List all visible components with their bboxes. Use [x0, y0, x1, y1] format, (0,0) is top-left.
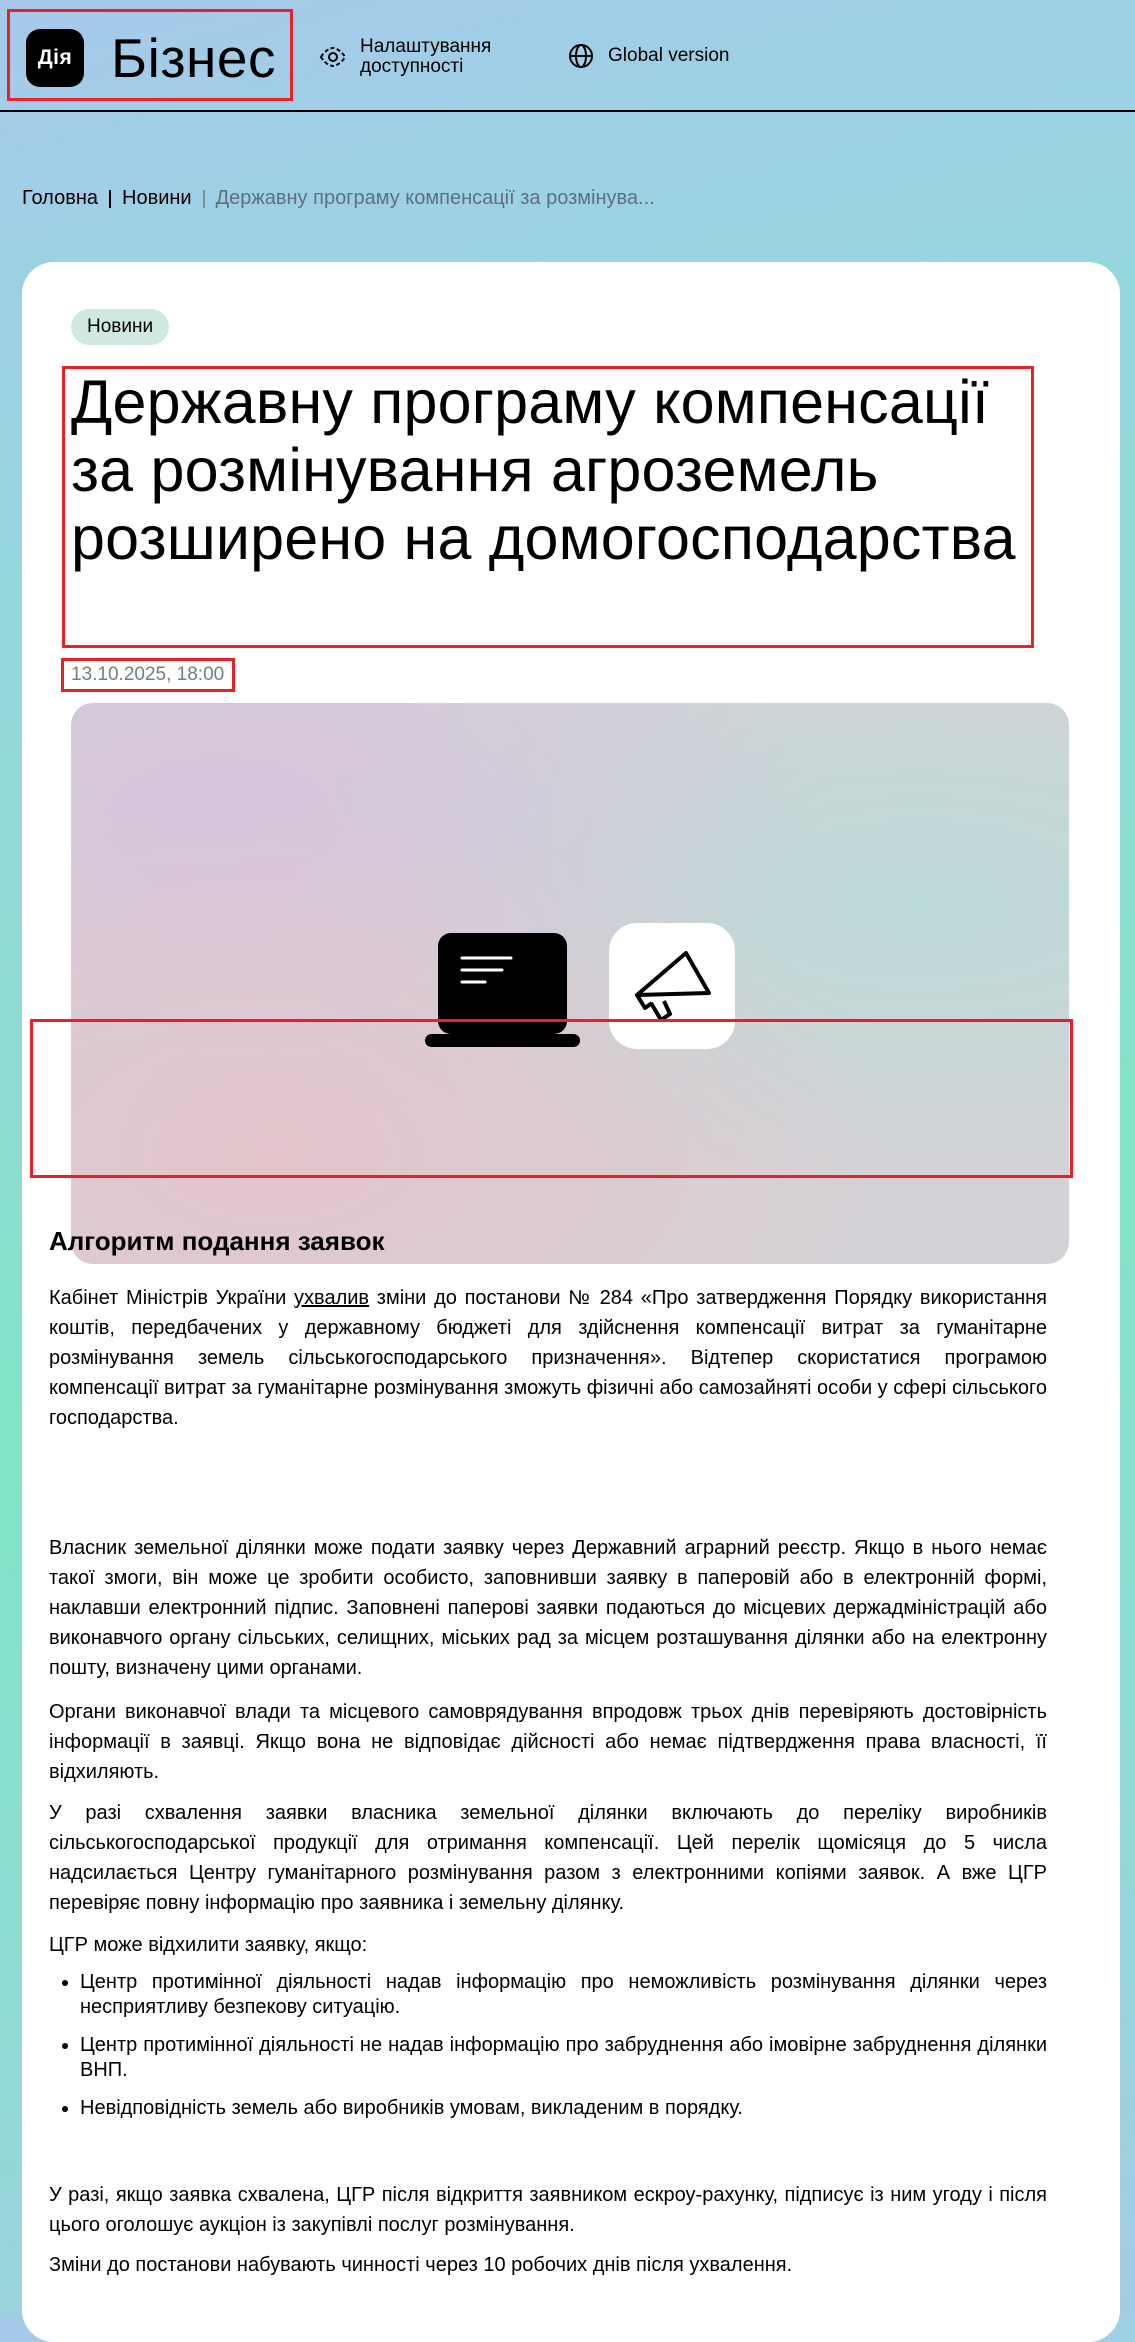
breadcrumb: [22, 187, 655, 210]
intro-highlight-frame: [30, 1019, 1073, 1178]
intro-text-part2: зміни до постанови № 284 «Про затвердження Порядку використання коштів, передбачених у державному бюджеті для здійснення компенсації витрат за гуманітарне розмінування земель сільськогосподарського призначення». Відтепер скористатися програмою компенсації витрат за гуманітарне розмінування зможуть фізичні або самозайняті особи у сфері сільського господарства.: [49, 1287, 1048, 1429]
article-intro: [49, 1283, 1047, 1433]
paragraph-6: Зміни до постанови набувають чинності через 10 робочих днів після ухвалення.: [49, 2254, 793, 2276]
list-item: • Центр протимінної діяльності не надав інформацію про забруднення або імовірне забруднення ділянки ВНП.: [80, 2033, 1047, 2083]
paragraph-3: У разі схвалення заявки власника земельної ділянки включають до переліку виробників сільськогосподарської продукції для отримання компенсації. Цей перелік щомісяця до 5 числа надсилається Центру гуманітарного розмінування разом з електронними копіями заявок. А вже ЦГР перевіряє повну інформацію про заявника і земельну ділянку.: [49, 1802, 1047, 1914]
accessibility-label-line1: Налаштування: [360, 36, 492, 57]
breadcrumb-current: Державну програму компенсації за розмінува...: [215, 187, 655, 209]
paragraph-1: Власник земельної ділянки може подати заявку через Державний аграрний реєстр. Якщо в нього немає такої змоги, він може це зробити особисто, заповнивши заявку в паперовій або в електронній формі, наклавши електронний підпис. Заповнені паперові заявки подаються до місцевих держадміністрацій або виконавчого органу сільських, селищних, міських рад за місцем розташування ділянки або на електронну пошту, визначену цими органами.: [49, 1537, 1047, 1679]
paragraph-2: Органи виконавчої влади та місцевого самоврядування впродовж трьох днів перевіряють достовірність інформації в заявці. Якщо вона не відповідає дійсності або немає підтвердження права власності, її відхиляють.: [49, 1701, 1047, 1783]
breadcrumb-separator: [203, 190, 205, 208]
global-version-label: Global version: [608, 45, 730, 66]
hero-image: [71, 703, 1069, 1264]
category-tag[interactable]: Новини: [71, 309, 169, 345]
globe-icon: [566, 41, 596, 71]
approved-link[interactable]: ухвалив: [294, 1287, 370, 1309]
eye-settings-icon: [318, 42, 348, 72]
intro-text-part1: Кабінет Міністрів України: [49, 1287, 295, 1309]
site-header: [0, 0, 1135, 112]
logo-text: Бізнес: [111, 27, 276, 89]
accessibility-label-line2: доступності: [360, 56, 464, 77]
breadcrumb-home[interactable]: Головна: [22, 187, 98, 209]
global-version-link[interactable]: [566, 41, 729, 71]
accessibility-settings-button[interactable]: [318, 37, 491, 77]
rejection-reasons-list: [49, 1970, 1047, 2134]
logo-link[interactable]: [7, 9, 293, 101]
list-item: • Невідповідність земель або виробників умовам, викладеним в порядку.: [80, 2096, 1047, 2121]
diia-logo-badge: Дія: [26, 29, 84, 87]
paragraph-4: ЦГР може відхилити заявку, якщо:: [49, 1934, 368, 1956]
breadcrumb-news[interactable]: Новини: [122, 187, 192, 209]
breadcrumb-separator: [109, 190, 111, 208]
section-heading: Алгоритм подання заявок: [49, 1226, 385, 1256]
list-item: • Центр протимінної діяльності надав інформацію про неможливість розмінування ділянки через несприятливу безпекову ситуацію.: [80, 1970, 1047, 2020]
publish-date: 13.10.2025, 18:00: [71, 664, 225, 685]
article-title: Державну програму компенсації за розмінування агроземель розширено на домогосподарства: [71, 368, 1016, 572]
paragraph-5: У разі, якщо заявка схвалена, ЦГР після відкриття заявником ескроу-рахунку, підписує із ним угоду і після цього оголошує аукціон із закупівлі послуг розмінування.: [49, 2184, 1047, 2236]
